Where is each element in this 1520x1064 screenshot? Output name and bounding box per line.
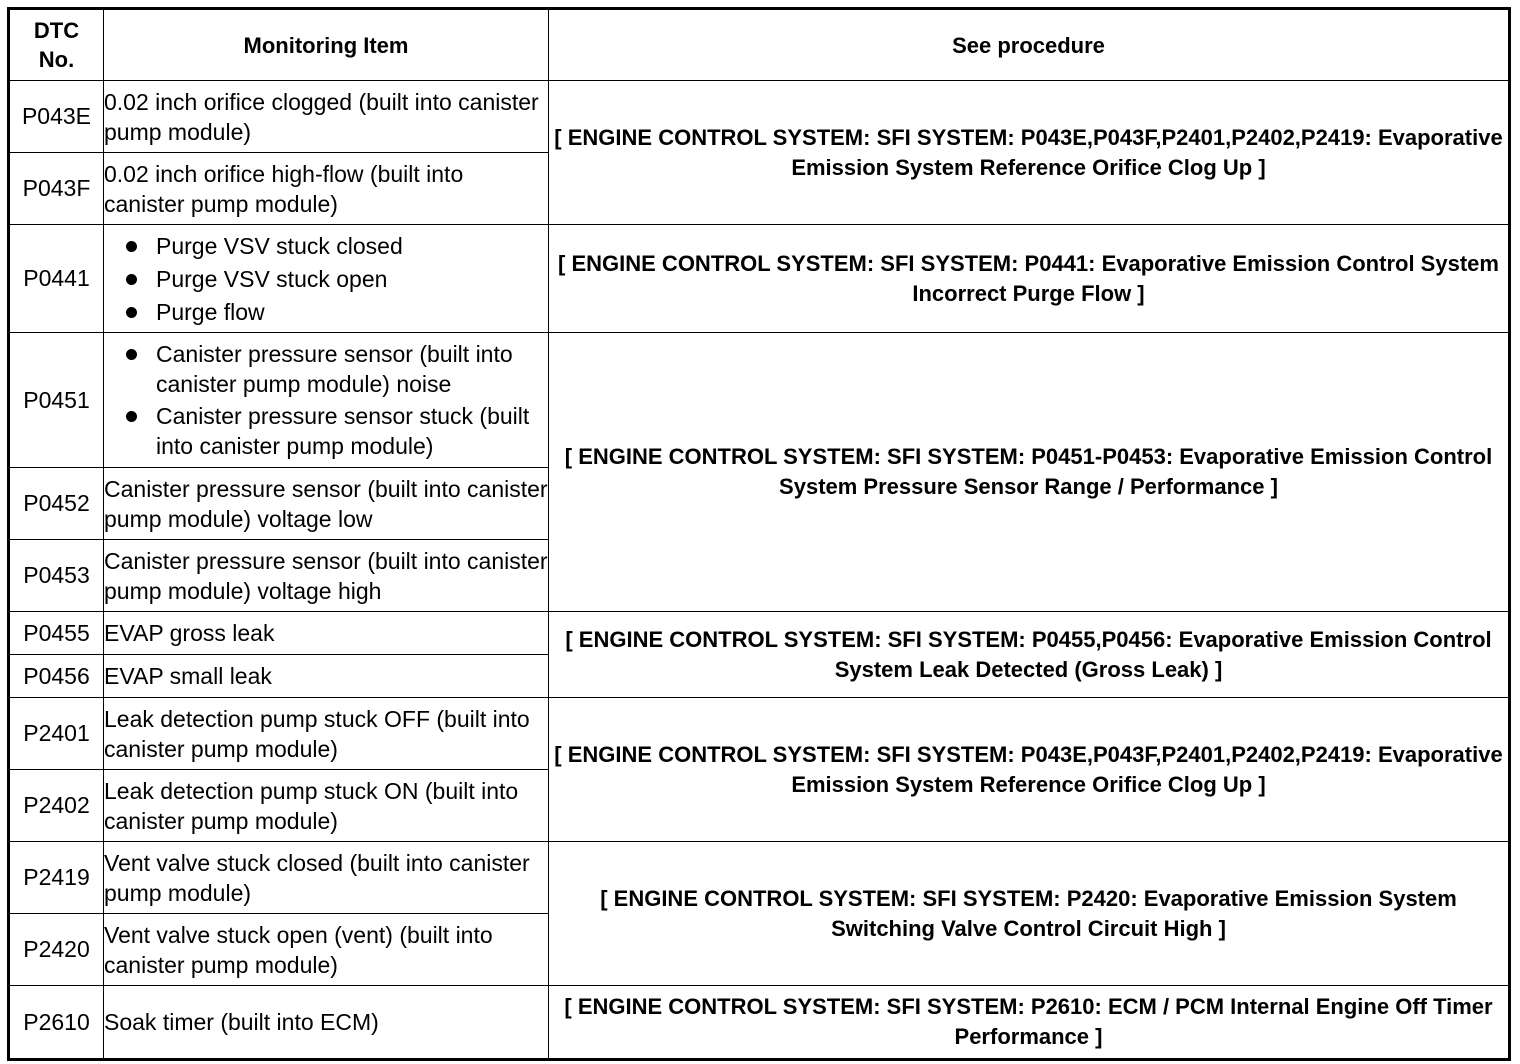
monitoring-item: Vent valve stuck closed (built into canister pump module): [104, 842, 549, 914]
bullet-list: [104, 339, 548, 461]
dtc-table: [7, 7, 1511, 1061]
dtc-code: P2402: [9, 770, 104, 842]
dtc-code: P2610: [9, 986, 104, 1060]
bullet-icon: [126, 307, 137, 318]
procedure-link[interactable]: [ ENGINE CONTROL SYSTEM: SFI SYSTEM: P043E,P043F,P2401,P2402,P2419: Evaporative Emission System Reference Orifice Clog Up ]: [549, 81, 1510, 225]
dtc-code: P043F: [9, 153, 104, 225]
table-row: [9, 698, 1510, 770]
bullet-item: Canister pressure sensor stuck (built into canister pump module): [104, 401, 548, 461]
dtc-code: P0455: [9, 612, 104, 655]
table-row: [9, 333, 1510, 468]
dtc-code: P0456: [9, 655, 104, 698]
bullet-icon: [126, 411, 137, 422]
dtc-code: P0452: [9, 468, 104, 540]
monitoring-item: Vent valve stuck open (vent) (built into canister pump module): [104, 914, 549, 986]
monitoring-item: [104, 225, 549, 333]
dtc-code: P0453: [9, 540, 104, 612]
procedure-link[interactable]: [ ENGINE CONTROL SYSTEM: SFI SYSTEM: P2610: ECM / PCM Internal Engine Off Timer Performance ]: [549, 986, 1510, 1060]
dtc-code: P2419: [9, 842, 104, 914]
bullet-item: Canister pressure sensor (built into canister pump module) noise: [104, 339, 548, 399]
bullet-item: Purge VSV stuck open: [104, 264, 548, 294]
dtc-code: P0451: [9, 333, 104, 468]
header-see-procedure: See procedure: [549, 9, 1510, 81]
procedure-link[interactable]: [ ENGINE CONTROL SYSTEM: SFI SYSTEM: P0441: Evaporative Emission Control System Incorrect Purge Flow ]: [549, 225, 1510, 333]
monitoring-item: 0.02 inch orifice high-flow (built into canister pump module): [104, 153, 549, 225]
table-row: [9, 842, 1510, 914]
procedure-link[interactable]: [ ENGINE CONTROL SYSTEM: SFI SYSTEM: P043E,P043F,P2401,P2402,P2419: Evaporative Emission System Reference Orifice Clog Up ]: [549, 698, 1510, 842]
header-row: [9, 9, 1510, 81]
header-monitoring-item: Monitoring Item: [104, 9, 549, 81]
monitoring-item: Leak detection pump stuck OFF (built into canister pump module): [104, 698, 549, 770]
monitoring-item: 0.02 inch orifice clogged (built into canister pump module): [104, 81, 549, 153]
table-row: [9, 81, 1510, 153]
dtc-code: P043E: [9, 81, 104, 153]
table-row: [9, 612, 1510, 655]
monitoring-item: Canister pressure sensor (built into canister pump module) voltage high: [104, 540, 549, 612]
procedure-link[interactable]: [ ENGINE CONTROL SYSTEM: SFI SYSTEM: P2420: Evaporative Emission System Switching Valve Control Circuit High ]: [549, 842, 1510, 986]
monitoring-item: Soak timer (built into ECM): [104, 986, 549, 1060]
monitoring-item: Leak detection pump stuck ON (built into canister pump module): [104, 770, 549, 842]
dtc-code: P2420: [9, 914, 104, 986]
bullet-icon: [126, 241, 137, 252]
bullet-icon: [126, 274, 137, 285]
table-row: [9, 225, 1510, 333]
bullet-item: Purge VSV stuck closed: [104, 231, 548, 261]
monitoring-item: EVAP gross leak: [104, 612, 549, 655]
bullet-icon: [126, 349, 137, 360]
monitoring-item: EVAP small leak: [104, 655, 549, 698]
dtc-code: P2401: [9, 698, 104, 770]
monitoring-item: Canister pressure sensor (built into canister pump module) voltage low: [104, 468, 549, 540]
procedure-link[interactable]: [ ENGINE CONTROL SYSTEM: SFI SYSTEM: P0451-P0453: Evaporative Emission Control System Pressure Sensor Range / Performance ]: [549, 333, 1510, 612]
bullet-item: Purge flow: [104, 297, 548, 327]
bullet-list: [104, 231, 548, 327]
dtc-code: P0441: [9, 225, 104, 333]
table-row: [9, 986, 1510, 1060]
monitoring-item: [104, 333, 549, 468]
header-dtc-no: DTC No.: [9, 9, 104, 81]
procedure-link[interactable]: [ ENGINE CONTROL SYSTEM: SFI SYSTEM: P0455,P0456: Evaporative Emission Control System Leak Detected (Gross Leak) ]: [549, 612, 1510, 698]
